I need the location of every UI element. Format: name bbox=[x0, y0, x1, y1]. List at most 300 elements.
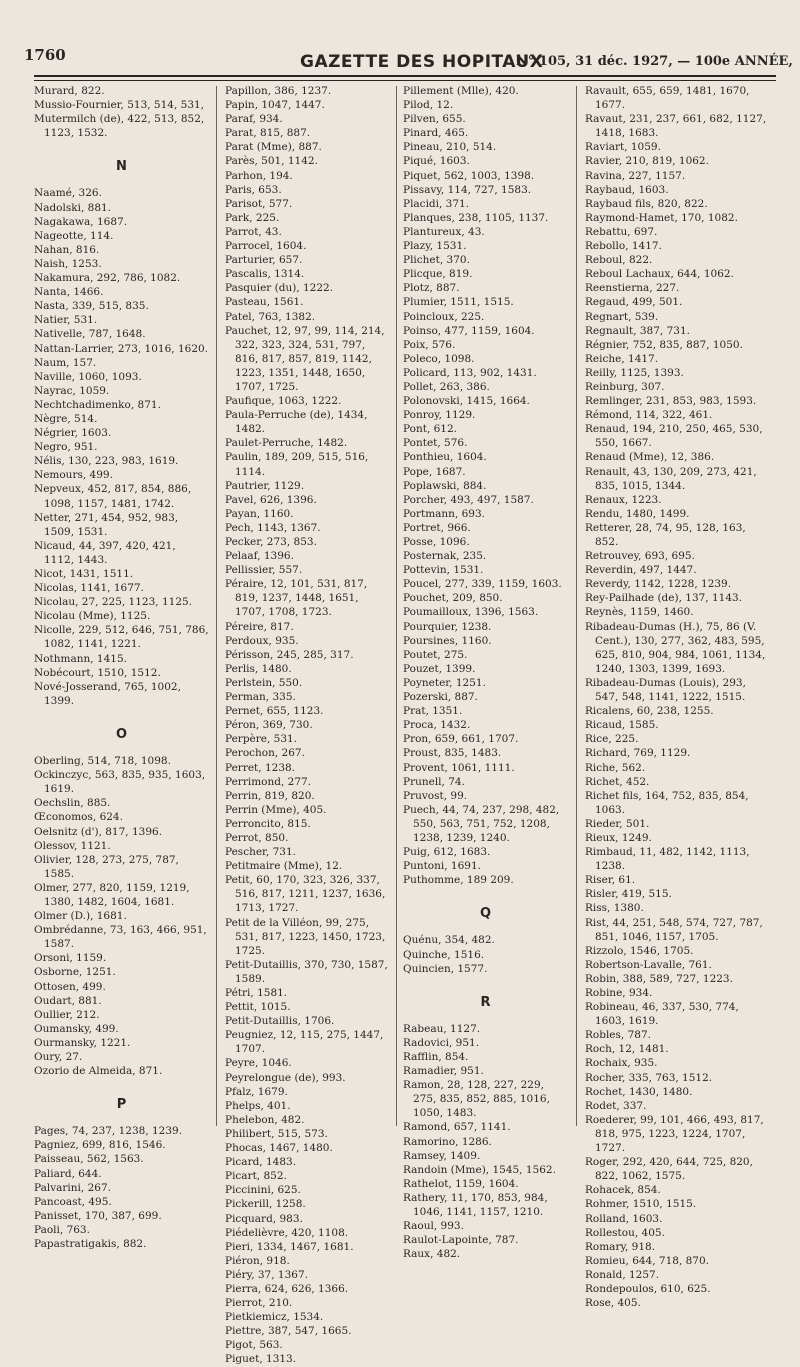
index-entry: Pietkiemicz, 1534. bbox=[225, 1311, 324, 1324]
index-entry: Perrimond, 277. bbox=[225, 775, 312, 788]
index-entry: Parat, 815, 887. bbox=[225, 127, 311, 140]
index-entry: Parès, 501, 1142. bbox=[225, 155, 318, 168]
index-entry: Robin, 388, 589, 727, 1223. bbox=[585, 972, 733, 985]
index-entry: Policard, 113, 902, 1431. bbox=[403, 366, 537, 379]
index-entry: Rohacek, 854. bbox=[585, 1184, 661, 1197]
index-entry: Oudart, 881. bbox=[34, 994, 102, 1007]
section-letter: Q bbox=[479, 906, 492, 922]
index-entry: Ockinczyc, 563, 835, 935, 1603, 1619. bbox=[34, 769, 206, 796]
index-entry: Oumansky, 499. bbox=[34, 1022, 119, 1035]
index-entry: Poutet, 275. bbox=[403, 648, 468, 661]
index-entry: Rolland, 1603. bbox=[585, 1212, 663, 1225]
index-entry: Petit, 60, 170, 323, 326, 337, 516, 817, 1211, 1237, 1636, 1713, 1727. bbox=[225, 874, 386, 915]
index-entry: Ravina, 227, 1157. bbox=[585, 169, 686, 182]
issue-info: N° 105, 31 déc. 1927, — 100e ANNÉE, bbox=[516, 54, 793, 69]
index-entry: Plumier, 1511, 1515. bbox=[403, 296, 514, 309]
index-entry: Rist, 44, 251, 548, 574, 727, 787, 851, 1046, 1157, 1705. bbox=[585, 916, 763, 943]
index-entry: Picart, 852. bbox=[225, 1170, 287, 1183]
index-entry: Rathery, 11, 170, 853, 984, 1046, 1141, 1157, 1210. bbox=[403, 1191, 548, 1219]
index-entry: Pruvost, 99. bbox=[403, 789, 468, 802]
index-entry: Parturier, 657. bbox=[225, 254, 303, 267]
index-column-4 bbox=[585, 84, 770, 1310]
page-header bbox=[0, 38, 800, 88]
index-entry: Ramon, 28, 128, 227, 229, 275, 835, 852, 885, 1016, 1050, 1483. bbox=[403, 1079, 550, 1120]
index-entry: Perrin, 819, 820. bbox=[225, 789, 315, 802]
index-entry: Rémond, 114, 322, 461. bbox=[585, 409, 713, 422]
index-entry: Robertson-Lavalle, 761. bbox=[585, 958, 712, 971]
index-entry: Nicaud, 44, 397, 420, 421, 1112, 1443. bbox=[34, 539, 176, 566]
index-entry: Nakamura, 292, 786, 1082. bbox=[34, 272, 181, 285]
index-entry: Robles, 787. bbox=[585, 1029, 651, 1042]
index-entry: Pineau, 210, 514. bbox=[403, 141, 497, 154]
index-entry: Ourmansky, 1221. bbox=[34, 1036, 131, 1049]
index-entry: Pozerski, 887. bbox=[403, 691, 478, 704]
index-entry: Oelsnitz (d'), 817, 1396. bbox=[34, 825, 163, 838]
index-entry: Proca, 1432. bbox=[403, 719, 471, 732]
index-entry: Prat, 1351. bbox=[403, 705, 463, 718]
index-entry: Ponthieu, 1604. bbox=[403, 451, 487, 464]
index-entry: Proust, 835, 1483. bbox=[403, 747, 502, 760]
index-entry: Planques, 238, 1105, 1137. bbox=[403, 211, 549, 224]
index-entry: Pierra, 624, 626, 1366. bbox=[225, 1282, 349, 1295]
index-entry: Papin, 1047, 1447. bbox=[225, 99, 325, 112]
index-entry: Olmer, 277, 820, 1159, 1219, 1380, 1482, 1604, 1681. bbox=[34, 881, 190, 908]
index-entry: Olivier, 128, 273, 275, 787, 1585. bbox=[34, 853, 179, 880]
index-entry: Pouzet, 1399. bbox=[403, 662, 476, 675]
index-entry: Rey-Pailhade (de), 137, 1143. bbox=[585, 592, 743, 605]
index-entry: Rathelot, 1159, 1604. bbox=[403, 1177, 519, 1190]
index-entry: Nahan, 816. bbox=[34, 243, 100, 256]
index-entry: Raux, 482. bbox=[403, 1248, 461, 1261]
index-entry: Piccinini, 625. bbox=[225, 1184, 301, 1197]
index-entry: Pfalz, 1679. bbox=[225, 1085, 288, 1098]
index-entry: Ravier, 210, 819, 1062. bbox=[585, 155, 709, 168]
index-entry: Renaud, 194, 210, 250, 465, 530, 550, 1667. bbox=[585, 423, 763, 450]
index-entry: Pecker, 273, 853. bbox=[225, 536, 317, 548]
index-entry: Nothmann, 1415. bbox=[34, 652, 127, 665]
index-entry: Piettre, 387, 547, 1665. bbox=[225, 1325, 352, 1338]
index-entry: Oullier, 212. bbox=[34, 1008, 100, 1021]
index-entry: Pernet, 655, 1123. bbox=[225, 705, 324, 718]
index-entry: Placidi, 371. bbox=[403, 197, 470, 210]
index-entry: Reboul, 822. bbox=[585, 254, 653, 267]
index-entry: Nattan-Larrier, 273, 1016, 1620. bbox=[34, 342, 209, 355]
index-entry: Rabeau, 1127. bbox=[403, 1022, 481, 1035]
index-entry: Nicolle, 229, 512, 646, 751, 786, 1082, 1141, 1221. bbox=[34, 624, 209, 651]
index-entry: Pope, 1687. bbox=[403, 465, 466, 478]
index-entry: Plicque, 819. bbox=[403, 268, 473, 281]
index-entry: Pelaaf, 1396. bbox=[225, 550, 294, 563]
index-entry: Papillon, 386, 1237. bbox=[225, 85, 332, 97]
index-entry: Remlinger, 231, 853, 983, 1593. bbox=[585, 395, 757, 408]
index-entry: Murard, 822. bbox=[34, 85, 105, 97]
header-rule-thin bbox=[34, 80, 776, 81]
index-entry: Naamé, 326. bbox=[34, 187, 102, 200]
index-column-1 bbox=[34, 84, 209, 1251]
index-entry: Rimbaud, 11, 482, 1142, 1113, 1238. bbox=[585, 846, 750, 873]
index-entry: Raybaud, 1603. bbox=[585, 183, 669, 196]
index-entry: Parat (Mme), 887. bbox=[225, 141, 322, 154]
index-entry: Roederer, 99, 101, 466, 493, 817, 818, 975, 1223, 1224, 1707, 1727. bbox=[585, 1113, 764, 1155]
index-entry: Puntoni, 1691. bbox=[403, 860, 481, 873]
index-entry: Paris, 653. bbox=[225, 183, 282, 196]
index-entry: Riss, 1380. bbox=[585, 902, 644, 915]
index-entry: Piéron, 918. bbox=[225, 1254, 290, 1267]
index-entry: Pancoast, 495. bbox=[34, 1195, 112, 1208]
index-entry: Petit-Dutaillis, 370, 730, 1587, 1589. bbox=[225, 958, 388, 985]
index-entry: Ramadier, 951. bbox=[403, 1065, 484, 1078]
index-entry: Poucel, 277, 339, 1159, 1603. bbox=[403, 578, 562, 591]
index-entry: Rafflin, 854. bbox=[403, 1051, 469, 1063]
index-entry: Ottosen, 499. bbox=[34, 980, 106, 993]
index-entry: Reinburg, 307. bbox=[585, 380, 665, 393]
index-entry: Oechslin, 885. bbox=[34, 797, 111, 810]
column-divider bbox=[576, 86, 577, 1126]
index-entry: Robine, 934. bbox=[585, 987, 653, 999]
index-entry: Payan, 1160. bbox=[225, 507, 294, 520]
index-entry: Nobécourt, 1510, 1512. bbox=[34, 666, 161, 679]
index-entry: Pourquier, 1238. bbox=[403, 620, 492, 633]
index-entry: Nagakawa, 1687. bbox=[34, 215, 128, 228]
index-entry: Orsoni, 1159. bbox=[34, 952, 107, 965]
index-entry: Retterer, 28, 74, 95, 128, 163, 852. bbox=[585, 521, 746, 548]
index-entry: Pottevin, 1531. bbox=[403, 564, 484, 577]
index-entry: Nativelle, 787, 1648. bbox=[34, 328, 146, 341]
index-entry: Paulin, 189, 209, 515, 516, 1114. bbox=[225, 451, 369, 478]
index-entry: Papastratigakis, 882. bbox=[34, 1238, 147, 1251]
index-entry: Piédelièvre, 420, 1108. bbox=[225, 1226, 349, 1239]
index-entry: Picard, 1483. bbox=[225, 1156, 297, 1169]
index-entry: Reverdy, 1142, 1228, 1239. bbox=[585, 578, 732, 591]
index-entry: Nové-Josserand, 765, 1002, 1399. bbox=[34, 680, 181, 707]
index-entry: Reynès, 1159, 1460. bbox=[585, 606, 694, 619]
index-entry: Regnart, 539. bbox=[585, 310, 659, 323]
index-entry: Naville, 1060, 1093. bbox=[34, 370, 142, 383]
index-entry: Portret, 966. bbox=[403, 521, 471, 534]
index-entry: Ramsey, 1409. bbox=[403, 1149, 481, 1162]
index-entry: Raymond-Hamet, 170, 1082. bbox=[585, 211, 738, 224]
index-entry: Reilly, 1125, 1393. bbox=[585, 366, 684, 379]
index-entry: Ribadeau-Dumas (H.), 75, 86 (V. Cent.), 130, 277, 362, 483, 595, 625, 810, 904, 984, 1061, 1134, 1240, 1303, 1399, 1693. bbox=[585, 620, 766, 675]
index-entry: Rodet, 337. bbox=[585, 1099, 647, 1112]
index-entry: Piquet, 562, 1003, 1398. bbox=[403, 169, 535, 182]
index-entry: Perrot, 850. bbox=[225, 831, 289, 844]
index-entry: Raulot-Lapointe, 787. bbox=[403, 1234, 519, 1247]
index-entry: Parrot, 43. bbox=[225, 225, 282, 238]
index-entry: Perret, 1238. bbox=[225, 761, 296, 774]
index-entry: Nicolau, 27, 225, 1123, 1125. bbox=[34, 596, 193, 609]
index-entry: Piqué, 1603. bbox=[403, 155, 470, 168]
index-entry: Picquard, 983. bbox=[225, 1212, 303, 1225]
index-entry: Piguet, 1313. bbox=[225, 1353, 297, 1366]
index-entry: Petit de la Villéon, 99, 275, 531, 817, 1223, 1450, 1723, 1725. bbox=[225, 916, 386, 957]
index-entry: Parisot, 577. bbox=[225, 197, 293, 210]
index-entry: Perlis, 1480. bbox=[225, 662, 292, 675]
index-entry: Paula-Perruche (de), 1434, 1482. bbox=[225, 409, 368, 436]
index-entry: Randoin (Mme), 1545, 1562. bbox=[403, 1163, 556, 1176]
index-entry: Plantureux, 43. bbox=[403, 225, 485, 238]
index-entry: Ozorio de Almeida, 871. bbox=[34, 1065, 163, 1078]
index-entry: Perroncito, 815. bbox=[225, 817, 311, 830]
index-entry: Plazy, 1531. bbox=[403, 240, 467, 253]
header-rule bbox=[34, 75, 776, 77]
index-entry: Poix, 576. bbox=[403, 338, 456, 351]
index-entry: Rondepoulos, 610, 625. bbox=[585, 1282, 711, 1295]
index-entry: Roch, 12, 1481. bbox=[585, 1043, 669, 1056]
index-entry: Rohmer, 1510, 1515. bbox=[585, 1198, 697, 1211]
index-entry: Pétri, 1581. bbox=[225, 987, 288, 999]
index-entry: Poleco, 1098. bbox=[403, 352, 475, 365]
index-entry: Rieder, 501. bbox=[585, 817, 650, 830]
index-entry: Nayrac, 1059. bbox=[34, 384, 110, 397]
index-entry: Roger, 292, 420, 644, 725, 820, 822, 1062, 1575. bbox=[585, 1156, 753, 1183]
index-entry: Poplawski, 884. bbox=[403, 479, 487, 492]
index-entry: Naum, 157. bbox=[34, 356, 97, 369]
index-entry: Nègre, 514. bbox=[34, 412, 98, 425]
index-entry: Nepveux, 452, 817, 854, 886, 1098, 1157, 1481, 1742. bbox=[34, 483, 192, 510]
index-entry: Posternak, 235. bbox=[403, 550, 487, 563]
index-entry: Parrocel, 1604. bbox=[225, 240, 307, 253]
index-entry: Pickerill, 1258. bbox=[225, 1198, 306, 1211]
index-entry: Pasquier (du), 1222. bbox=[225, 282, 334, 295]
index-entry: Rieux, 1249. bbox=[585, 831, 652, 844]
index-entry: Paisseau, 562, 1563. bbox=[34, 1153, 144, 1166]
index-entry: Romary, 918. bbox=[585, 1240, 656, 1253]
index-entry: Pilod, 12. bbox=[403, 99, 454, 112]
index-entry: Retrouvey, 693, 695. bbox=[585, 550, 695, 563]
index-entry: Paufique, 1063, 1222. bbox=[225, 395, 342, 408]
index-entry: Perman, 335. bbox=[225, 691, 296, 704]
index-entry: Pierrot, 210. bbox=[225, 1297, 293, 1310]
index-entry: Pontet, 576. bbox=[403, 437, 468, 450]
index-entry: Quénu, 354, 482. bbox=[403, 934, 495, 947]
index-entry: Porcher, 493, 497, 1587. bbox=[403, 493, 534, 506]
index-entry: Posse, 1096. bbox=[403, 536, 470, 548]
index-entry: Ribadeau-Dumas (Louis), 293, 547, 548, 1141, 1222, 1515. bbox=[585, 676, 746, 704]
index-entry: Petitmaire (Mme), 12. bbox=[225, 860, 343, 873]
index-entry: Phelps, 401. bbox=[225, 1099, 291, 1112]
index-entry: Parhon, 194. bbox=[225, 169, 293, 182]
index-entry: Péraire, 12, 101, 531, 817, 819, 1237, 1448, 1651, 1707, 1708, 1723. bbox=[225, 578, 368, 619]
index-entry: Oury, 27. bbox=[34, 1051, 83, 1063]
index-entry: Rochet, 1430, 1480. bbox=[585, 1085, 693, 1098]
index-entry: Phocas, 1467, 1480. bbox=[225, 1142, 333, 1155]
page-number: 1760 bbox=[24, 46, 66, 64]
index-entry: Puig, 612, 1683. bbox=[403, 846, 491, 859]
index-entry: Paraf, 934. bbox=[225, 113, 283, 126]
index-entry: Petit-Dutaillis, 1706. bbox=[225, 1015, 335, 1028]
index-entry: Nasta, 339, 515, 835. bbox=[34, 300, 149, 313]
index-entry: Ramorino, 1286. bbox=[403, 1135, 492, 1148]
index-entry: Palvarini, 267. bbox=[34, 1181, 111, 1194]
index-entry: Rochaix, 935. bbox=[585, 1057, 658, 1070]
index-entry: Renaux, 1223. bbox=[585, 493, 662, 506]
index-entry: Pieri, 1334, 1467, 1681. bbox=[225, 1240, 354, 1253]
index-entry: Pigot, 563. bbox=[225, 1339, 283, 1352]
index-column-3 bbox=[403, 84, 568, 1261]
index-entry: Romieu, 644, 718, 870. bbox=[585, 1254, 710, 1267]
index-entry: Pillement (Mlle), 420. bbox=[403, 85, 519, 97]
index-entry: Risler, 419, 515. bbox=[585, 888, 672, 901]
index-entry: Natier, 531. bbox=[34, 314, 98, 327]
index-entry: Nicot, 1431, 1511. bbox=[34, 568, 134, 580]
index-entry: Osborne, 1251. bbox=[34, 966, 116, 979]
index-entry: Netter, 271, 454, 952, 983, 1509, 1531. bbox=[34, 511, 179, 538]
index-entry: Puthomme, 189 209. bbox=[403, 874, 514, 887]
index-entry: Panisset, 170, 387, 699. bbox=[34, 1209, 162, 1222]
index-entry: Peugniez, 12, 115, 275, 1447, 1707. bbox=[225, 1029, 384, 1056]
index-entry: Pinard, 465. bbox=[403, 127, 469, 140]
index-entry: Olmer (D.), 1681. bbox=[34, 910, 127, 923]
index-entry: Pages, 74, 237, 1238, 1239. bbox=[34, 1125, 183, 1138]
index-entry: Naish, 1253. bbox=[34, 257, 102, 270]
index-entry: Nicolau (Mme), 1125. bbox=[34, 610, 151, 623]
index-entry: Poinso, 477, 1159, 1604. bbox=[403, 324, 535, 337]
index-entry: Richet, 452. bbox=[585, 775, 650, 788]
index-entry: Raoul, 993. bbox=[403, 1220, 464, 1233]
index-entry: Ravault, 655, 659, 1481, 1670, 1677. bbox=[585, 85, 750, 112]
index-entry: Ponroy, 1129. bbox=[403, 409, 476, 422]
index-entry: Pilven, 655. bbox=[403, 113, 466, 126]
index-entry: Nanta, 1466. bbox=[34, 286, 104, 299]
index-entry: Paoli, 763. bbox=[34, 1223, 90, 1236]
index-entry: Piéry, 37, 1367. bbox=[225, 1268, 308, 1281]
index-entry: Périsson, 245, 285, 317. bbox=[225, 648, 354, 661]
index-entry: Poyneter, 1251. bbox=[403, 676, 486, 689]
index-entry: Pauchet, 12, 97, 99, 114, 214, 322, 323, 324, 531, 797, 816, 817, 857, 819, 1142, 1223, 1351, 1448, 1650, 1707, 1725. bbox=[225, 324, 385, 393]
index-entry: Reverdin, 497, 1447. bbox=[585, 564, 697, 577]
index-entry: Robineau, 46, 337, 530, 774, 1603, 1619. bbox=[585, 1001, 739, 1028]
index-entry: Plichet, 370. bbox=[403, 254, 470, 267]
index-entry: Rendu, 1480, 1499. bbox=[585, 507, 690, 520]
index-entry: Pescher, 731. bbox=[225, 846, 296, 859]
index-entry: Nadolski, 881. bbox=[34, 201, 112, 214]
index-entry: Puech, 44, 74, 237, 298, 482, 550, 563, 751, 752, 1208, 1238, 1239, 1240. bbox=[403, 803, 560, 844]
section-letter: R bbox=[480, 994, 491, 1010]
index-entry: Pont, 612. bbox=[403, 423, 457, 436]
index-entry: Reiche, 1417. bbox=[585, 352, 659, 365]
journal-title: GAZETTE DES HOPITAUX bbox=[300, 52, 544, 72]
index-entry: Rose, 405. bbox=[585, 1297, 641, 1310]
index-entry: Perdoux, 935. bbox=[225, 634, 299, 647]
index-entry: Polonovski, 1415, 1664. bbox=[403, 395, 530, 408]
index-entry: Perlstein, 550. bbox=[225, 676, 303, 689]
section-letter: O bbox=[115, 726, 128, 742]
index-entry: Reenstierna, 227. bbox=[585, 282, 680, 295]
index-entry: Mussio-Fournier, 513, 514, 531, bbox=[34, 99, 205, 112]
index-entry: Perrin (Mme), 405. bbox=[225, 803, 327, 816]
index-entry: Pettit, 1015. bbox=[225, 1001, 291, 1014]
index-entry: Quinche, 1516. bbox=[403, 948, 485, 961]
index-entry: Phelebon, 482. bbox=[225, 1113, 305, 1126]
index-entry: Renaud (Mme), 12, 386. bbox=[585, 451, 715, 464]
index-entry: Park, 225. bbox=[225, 211, 280, 224]
index-entry: Quincien, 1577. bbox=[403, 962, 488, 975]
index-entry: Plotz, 887. bbox=[403, 282, 460, 295]
index-entry: Peyrelongue (de), 993. bbox=[225, 1071, 346, 1084]
index-entry: Pasteau, 1561. bbox=[225, 296, 304, 309]
index-entry: Olessov, 1121. bbox=[34, 839, 111, 852]
index-entry: Perpère, 531. bbox=[225, 733, 298, 746]
column-divider bbox=[216, 86, 217, 1126]
index-entry: Ravaut, 231, 237, 661, 682, 1127, 1418, 1683. bbox=[585, 113, 767, 140]
index-entry: Ramond, 657, 1141. bbox=[403, 1121, 511, 1134]
index-entry: Nageotte, 114. bbox=[34, 229, 114, 242]
index-entry: Portmann, 693. bbox=[403, 507, 485, 520]
index-entry: Prunell, 74. bbox=[403, 775, 465, 788]
index-entry: Raviart, 1059. bbox=[585, 141, 661, 154]
index-entry: Philibert, 515, 573. bbox=[225, 1127, 328, 1140]
index-entry: Poincloux, 225. bbox=[403, 310, 485, 323]
index-entry: Pautrier, 1129. bbox=[225, 479, 305, 492]
index-entry: Pagniez, 699, 816, 1546. bbox=[34, 1139, 166, 1152]
index-entry: Regaud, 499, 501. bbox=[585, 296, 683, 309]
index-column-2 bbox=[225, 84, 390, 1367]
index-entry: Oberling, 514, 718, 1098. bbox=[34, 755, 171, 768]
index-entry: Peyre, 1046. bbox=[225, 1057, 292, 1070]
index-entry: Péron, 369, 730. bbox=[225, 719, 313, 732]
index-entry: Ombrédanne, 73, 163, 466, 951, 1587. bbox=[34, 924, 207, 951]
index-entry: Riser, 61. bbox=[585, 874, 636, 887]
index-entry: Œconomos, 624. bbox=[34, 811, 123, 824]
index-entry: Pavel, 626, 1396. bbox=[225, 493, 317, 506]
index-entry: Nélis, 130, 223, 983, 1619. bbox=[34, 455, 179, 468]
index-entry: Raybaud fils, 820, 822. bbox=[585, 197, 708, 210]
column-divider bbox=[396, 86, 397, 1126]
index-entry: Reboul Lachaux, 644, 1062. bbox=[585, 268, 734, 281]
index-entry: Pouchet, 209, 850. bbox=[403, 592, 503, 605]
index-entry: Poumailloux, 1396, 1563. bbox=[403, 606, 539, 619]
index-entry: Rebollo, 1417. bbox=[585, 240, 662, 253]
index-entry: Pissavy, 114, 727, 1583. bbox=[403, 183, 532, 196]
index-entry: Pascalis, 1314. bbox=[225, 268, 305, 281]
index-entry: Pellissier, 557. bbox=[225, 564, 303, 577]
index-entry: Radovici, 951. bbox=[403, 1036, 480, 1049]
index-entry: Ricaud, 1585. bbox=[585, 719, 659, 732]
index-entry: Mutermilch (de), 422, 513, 852, 1123, 1532. bbox=[34, 113, 205, 140]
index-entry: Rizzolo, 1546, 1705. bbox=[585, 944, 694, 957]
index-entry: Rollestou, 405. bbox=[585, 1226, 665, 1239]
index-entry: Regnault, 387, 731. bbox=[585, 324, 690, 337]
index-entry: Patel, 763, 1382. bbox=[225, 310, 316, 323]
index-entry: Paliard, 644. bbox=[34, 1167, 102, 1180]
index-entry: Péreire, 817. bbox=[225, 620, 294, 633]
index-entry: Pron, 659, 661, 1707. bbox=[403, 733, 519, 746]
index-entry: Perochon, 267. bbox=[225, 747, 305, 760]
index-entry: Paulet-Perruche, 1482. bbox=[225, 437, 348, 450]
index-entry: Nechtchadimenko, 871. bbox=[34, 398, 161, 411]
index-entry: Négrier, 1603. bbox=[34, 427, 112, 440]
index-entry: Richet fils, 164, 752, 835, 854, 1063. bbox=[585, 789, 749, 816]
index-entry: Provent, 1061, 1111. bbox=[403, 761, 515, 774]
index-entry: Nemours, 499. bbox=[34, 469, 113, 482]
index-entry: Poursines, 1160. bbox=[403, 634, 492, 647]
index-entry: Richard, 769, 1129. bbox=[585, 747, 691, 760]
index-entry: Rice, 225. bbox=[585, 733, 639, 746]
index-entry: Pech, 1143, 1367. bbox=[225, 521, 321, 534]
section-letter: N bbox=[116, 159, 127, 175]
section-letter: P bbox=[116, 1097, 127, 1113]
index-entry: Ricalens, 60, 238, 1255. bbox=[585, 705, 714, 718]
index-entry: Rocher, 335, 763, 1512. bbox=[585, 1071, 713, 1084]
index-entry: Nicolas, 1141, 1677. bbox=[34, 582, 144, 595]
index-entry: Régnier, 752, 835, 887, 1050. bbox=[585, 338, 743, 351]
index-entry: Negro, 951. bbox=[34, 441, 98, 454]
index-entry: Renault, 43, 130, 209, 273, 421, 835, 1015, 1344. bbox=[585, 465, 757, 492]
index-entry: Pollet, 263, 386. bbox=[403, 380, 490, 393]
index-entry: Riche, 562. bbox=[585, 761, 646, 774]
index-entry: Rebattu, 697. bbox=[585, 225, 658, 238]
